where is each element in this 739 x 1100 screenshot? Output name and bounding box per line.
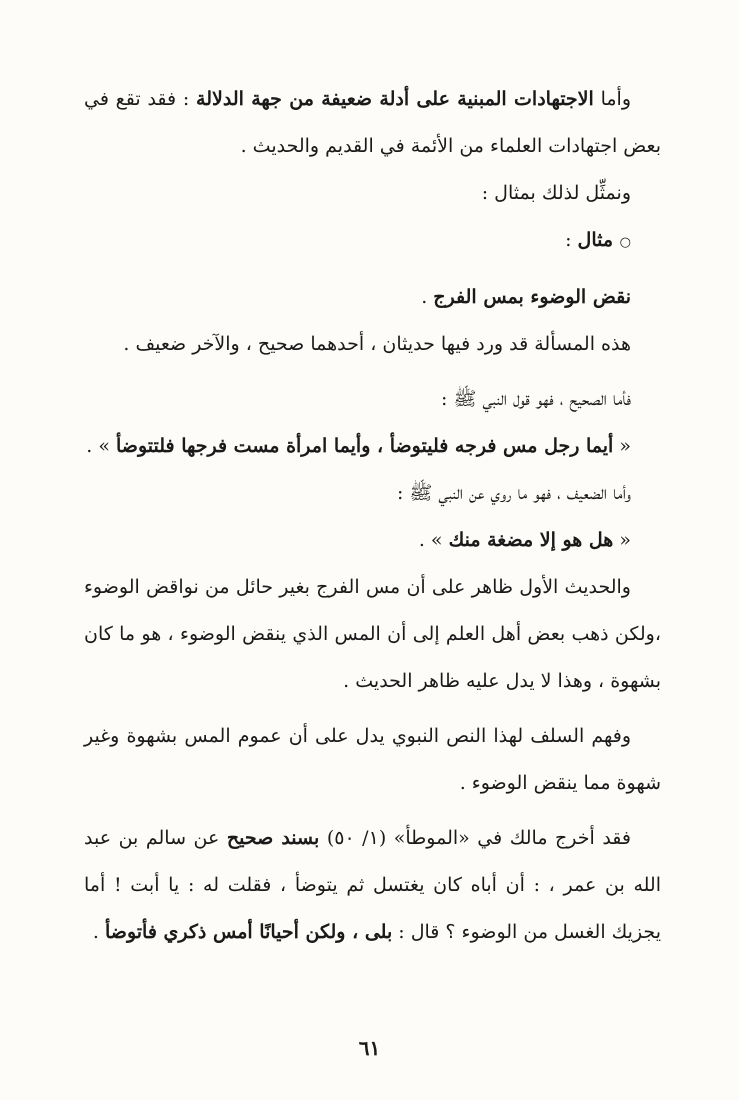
paragraph-p2	[84, 170, 661, 217]
text-run: .	[92, 921, 106, 943]
paragraph-p11	[84, 713, 661, 807]
bold-text-run: أيما رجل مس فرجه فليتوضأ ، وأيما امرأة مست فرجها فلتتوضأ	[116, 435, 614, 457]
paragraph-p5	[84, 321, 661, 368]
text-run: «	[613, 435, 631, 457]
text-run: .	[421, 286, 434, 308]
text-run: والحديث الأول ظاهر على أن مس الفرج بغير حائل من نواقض الوضوء ،ولكن ذهب بعض أهل العلم إلى أن المس الذي ينقض الوضوء ، هو ما كان بشهوة ، وهذا لا يدل عليه ظاهر الحديث .	[84, 576, 661, 692]
text-run: وأما الضعيف ، فهو ما روي عن النبي ﷺ :	[396, 482, 631, 504]
circle-bullet-icon: ○	[619, 235, 631, 250]
bold-text-run: الاجتهادات المبنية على أدلة ضعيفة من جهة الدلالة	[196, 88, 594, 110]
page-body-text	[84, 76, 661, 956]
text-run: :	[565, 229, 578, 251]
paragraph-p9	[84, 517, 661, 564]
paragraph-p3	[84, 217, 661, 266]
paragraph-p7	[84, 423, 661, 470]
paragraph-p1	[84, 76, 661, 170]
text-run: هذه المسألة قد ورد فيها حديثان ، أحدهما صحيح ، والآخر ضعيف .	[123, 333, 631, 355]
bold-text-run: مثال	[577, 229, 620, 251]
text-run: ونمثِّل لذلك بمثال :	[481, 182, 631, 204]
bold-text-run: بسند صحيح	[226, 827, 320, 849]
text-run: «	[613, 529, 631, 551]
text-run: » .	[86, 435, 117, 457]
paragraph-p12	[84, 815, 661, 956]
bold-text-run: بلى ، ولكن أحيانًا أمس ذكري فأتوضأ	[105, 921, 393, 943]
paragraph-p10	[84, 564, 661, 705]
text-run: فأما الصحيح ، فهو قول النبي ﷺ :	[441, 388, 631, 410]
text-run: » .	[418, 529, 449, 551]
text-run: عن سالم بن عبد الله بن عمر ، : أن أباه كان يغتسل ثم يتوضأ ، فقلت له : يا أبت ! أما يجزيك الغسل من الوضوء ؟ قال :	[84, 827, 661, 943]
paragraph-p6	[84, 376, 661, 423]
bold-text-run: هل هو إلا مضغة منك	[448, 529, 614, 551]
bold-text-run: نقض الوضوء بمس الفرج	[433, 286, 631, 308]
text-run: فقد أخرج مالك في «الموطأ» (١/ ٥٠)	[319, 827, 631, 849]
text-run: وأما	[593, 88, 631, 110]
page-number: ٦١	[358, 1036, 381, 1060]
text-run: وفهم السلف لهذا النص النبوي يدل على أن عموم المس بشهوة وغير شهوة مما ينقض الوضوء .	[84, 725, 661, 794]
paragraph-p4	[84, 274, 661, 321]
paragraph-p8	[84, 470, 661, 517]
text-run: : فقد تقع في بعض اجتهادات العلماء من الأئمة في القديم والحديث .	[84, 88, 661, 157]
